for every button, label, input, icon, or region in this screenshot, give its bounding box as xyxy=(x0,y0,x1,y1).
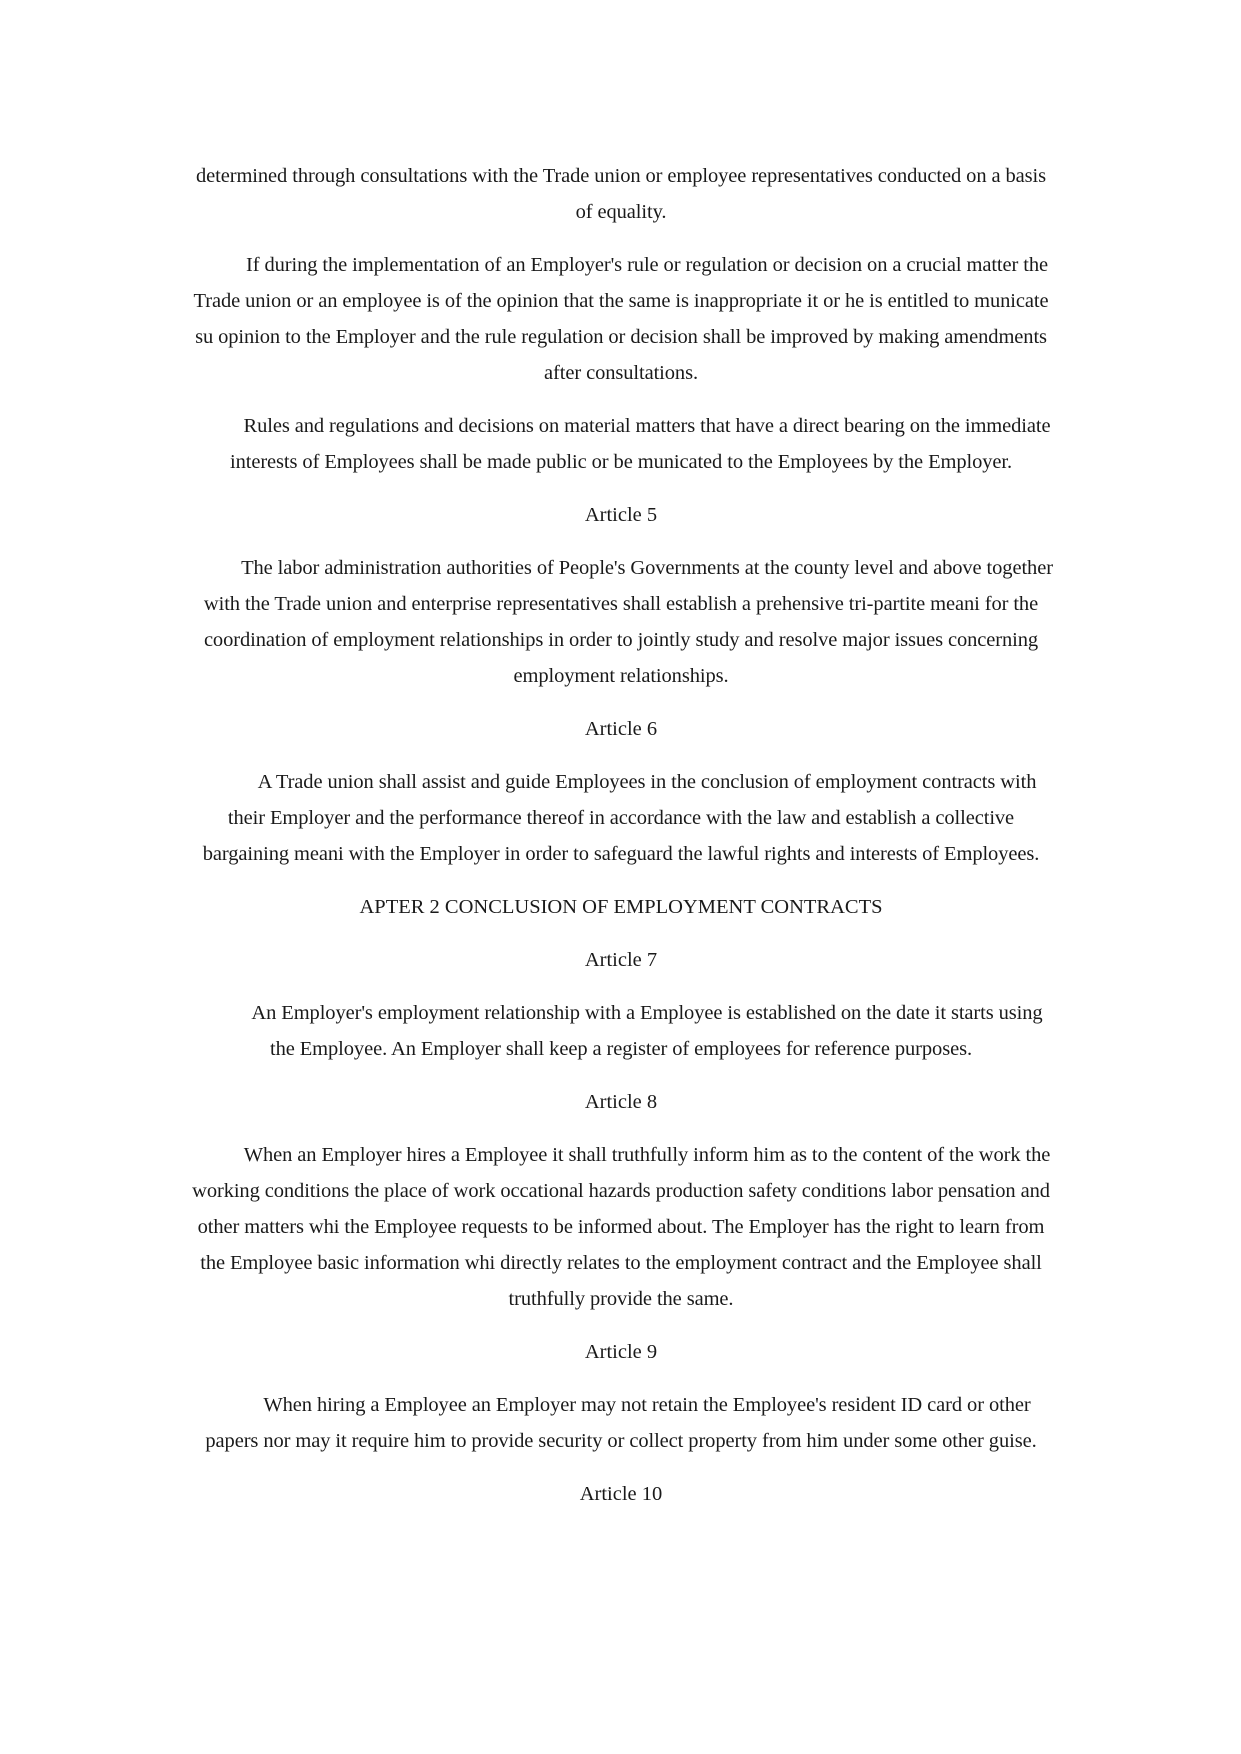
article-heading-7: Article 7 xyxy=(584,949,658,971)
paragraph-article-9: When hiring a Employee an Employer may not retain the Employee's resident ID card or other papers nor may it require him to provide security or collect property from him under some other guise. xyxy=(205,1394,1037,1452)
document-page xyxy=(188,158,1054,1529)
article-heading-8: Article 8 xyxy=(584,1091,658,1113)
paragraph-consultations: determined through consultations with the Trade union or employee representatives conducted on a basis of equality. xyxy=(195,165,1047,223)
article-heading-6: Article 6 xyxy=(584,718,658,740)
article-heading-9: Article 9 xyxy=(584,1341,658,1363)
paragraph-rules-public: Rules and regulations and decisions on material matters that have a direct bearing on the immediate interests of Employees shall be made public or be municated to the Employees by the Employer. xyxy=(229,415,1051,473)
paragraph-implementation: If during the implementation of an Employer's rule or regulation or decision on a crucial matter the Trade union or an employee is of the opinion that the same is inappropriate it or he is entitled to municate su opinion to the Employer and the rule regulation or decision shall be improved by making amendments after consultations. xyxy=(193,254,1049,384)
chapter-heading: APTER 2 CONCLUSION OF EMPLOYMENT CONTRACTS xyxy=(359,896,883,918)
paragraph-article-8: When an Employer hires a Employee it shall truthfully inform him as to the content of the work the working conditions the place of work occational hazards production safety conditions labor pensation and other matters whi the Employee requests to be informed about. The Employer has the right to learn from the Employee basic information whi directly relates to the employment contract and the Employee shall truthfully provide the same. xyxy=(192,1144,1051,1310)
paragraph-article-7: An Employer's employment relationship with a Employee is established on the date it starts using the Employee. An Employer shall keep a register of employees for reference purposes. xyxy=(251,1002,1043,1060)
paragraph-article-5: The labor administration authorities of People's Governments at the county level and above together with the Trade union and enterprise representatives shall establish a prehensive tri-partite meani for the coordination of employment relationships in order to jointly study and resolve major issues concerning employment relationships. xyxy=(203,557,1053,687)
article-heading-10: Article 10 xyxy=(579,1483,663,1505)
article-heading-5: Article 5 xyxy=(584,504,658,526)
paragraph-article-6: A Trade union shall assist and guide Employees in the conclusion of employment contracts with their Employer and the performance thereof in accordance with the law and establish a collective bargaining meani with the Employer in order to safeguard the lawful rights and interests of Employees. xyxy=(202,771,1040,865)
